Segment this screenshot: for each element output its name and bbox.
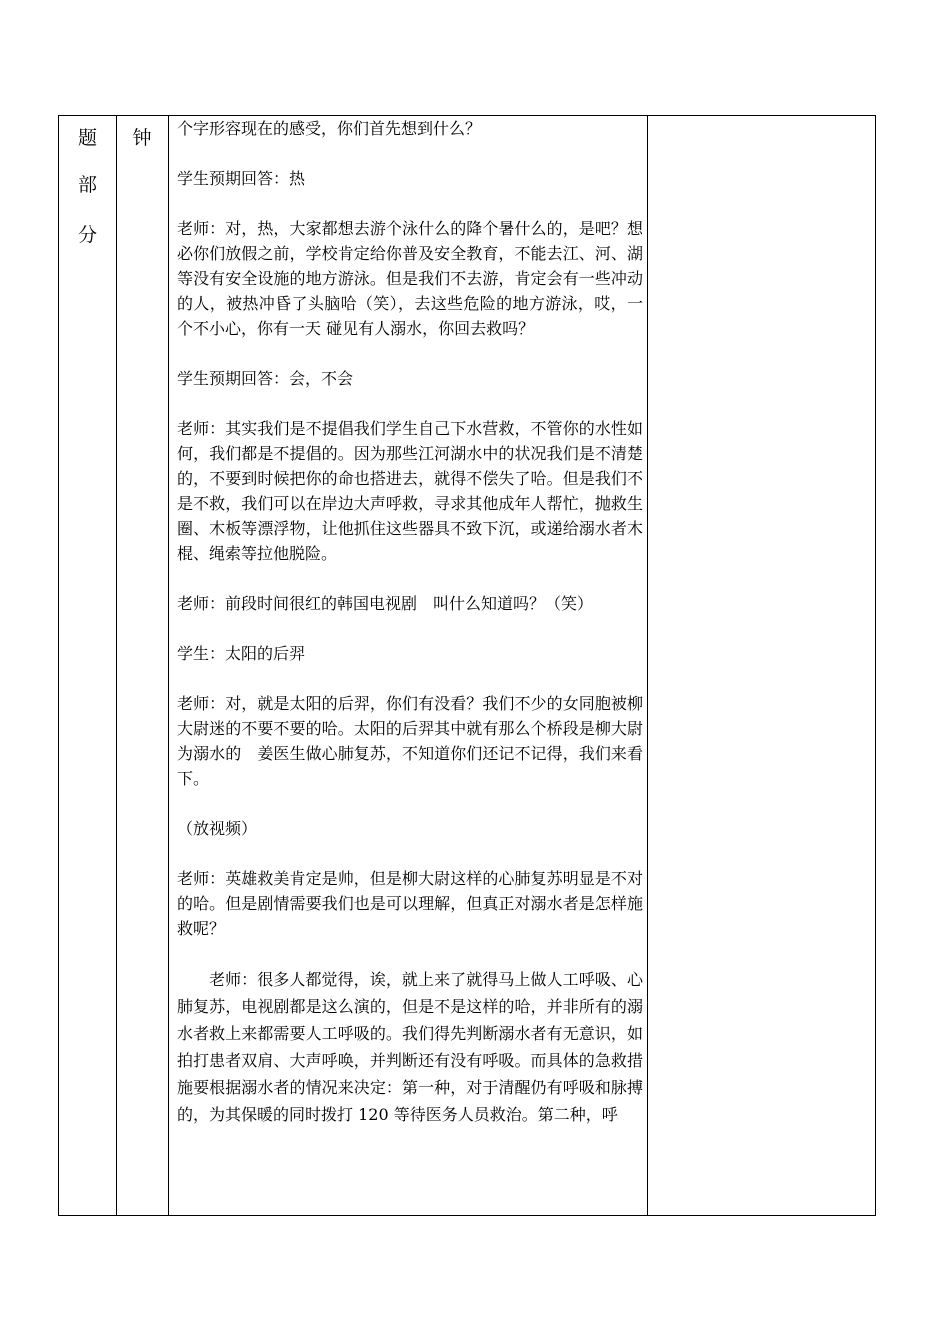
time-column [116,116,168,1215]
content-paragraph: 老师：很多人都觉得，诶，就上来了就得马上做人工呼吸、心肺复苏，电视剧都是这么演的，但是不是这样的哈，并非所有的溺水者救上来都需要人工呼吸的。我们得先判断溺水者有无意识，如拍打患者双肩、大声呼唤，并判断还有没有呼吸。而具体的急救措施要根据溺水者的情况来决定：第一种，对于清醒仍有呼吸和脉搏的，为其保暖的同时拨打 120 等待医务人员救治。第二种，呼 [177,970,643,1124]
section-column [59,116,116,1215]
content-paragraph: 学生：太阳的后羿 [177,644,306,663]
section-char: 部 [77,174,97,196]
content-paragraph: 老师：前段时间很红的韩国电视剧 叫什么知道吗？（笑） [177,594,594,613]
time-char: 钟 [132,127,152,149]
lesson-plan-table [58,115,876,1216]
content-paragraph: （放视频） [177,819,258,838]
content-paragraph: 老师：对，就是太阳的后羿，你们有没看？我们不少的女同胞被柳大尉迷的不要不要的哈。太阳的后羿其中就有那么个桥段是柳大尉为溺水的 姜医生做心肺复苏，不知道你们还记不记得，我们来看下。 [177,694,643,788]
content-paragraph: 老师：其实我们是不提倡我们学生自己下水营救，不管你的水性如何，我们都是不提倡的。因为那些江河湖水中的状况我们是不清楚的，不要到时候把你的命也搭进去，就得不偿失了哈。但是我们不是不救，我们可以在岸边大声呼救，寻求其他成年人帮忙，抛救生圈、木板等漂浮物，让他抓住这些器具不致下沉，或递给溺水者木棍、绳索等拉他脱险。 [177,419,643,563]
column-divider [168,116,169,1215]
content-paragraph: 老师：英雄救美肯定是帅，但是柳大尉这样的心肺复苏明显是不对的哈。但是剧情需要我们也是可以理解，但真正对溺水者是怎样施救呢？ [177,869,643,938]
column-divider [647,116,648,1215]
content-paragraph: 个字形容现在的感受，你们首先想到什么？ [177,119,482,138]
content-paragraph: 学生预期回答：热 [177,169,306,188]
content-paragraph: 老师：对，热，大家都想去游个泳什么的降个暑什么的，是吧？想必你们放假之前，学校肯定给你普及安全教育，不能去江、河、湖等没有安全设施的地方游泳。但是我们不去游，肯定会有一些冲动的人，被热冲昏了头脑哈（笑），去这些危险的地方游泳，哎，一个不小心，你有一天 碰见有人溺水，你回去救吗？ [177,219,643,338]
section-char: 题 [77,127,97,149]
content-paragraph: 学生预期回答：会，不会 [177,369,354,388]
lesson-content [177,116,643,1215]
section-char: 分 [77,224,97,246]
